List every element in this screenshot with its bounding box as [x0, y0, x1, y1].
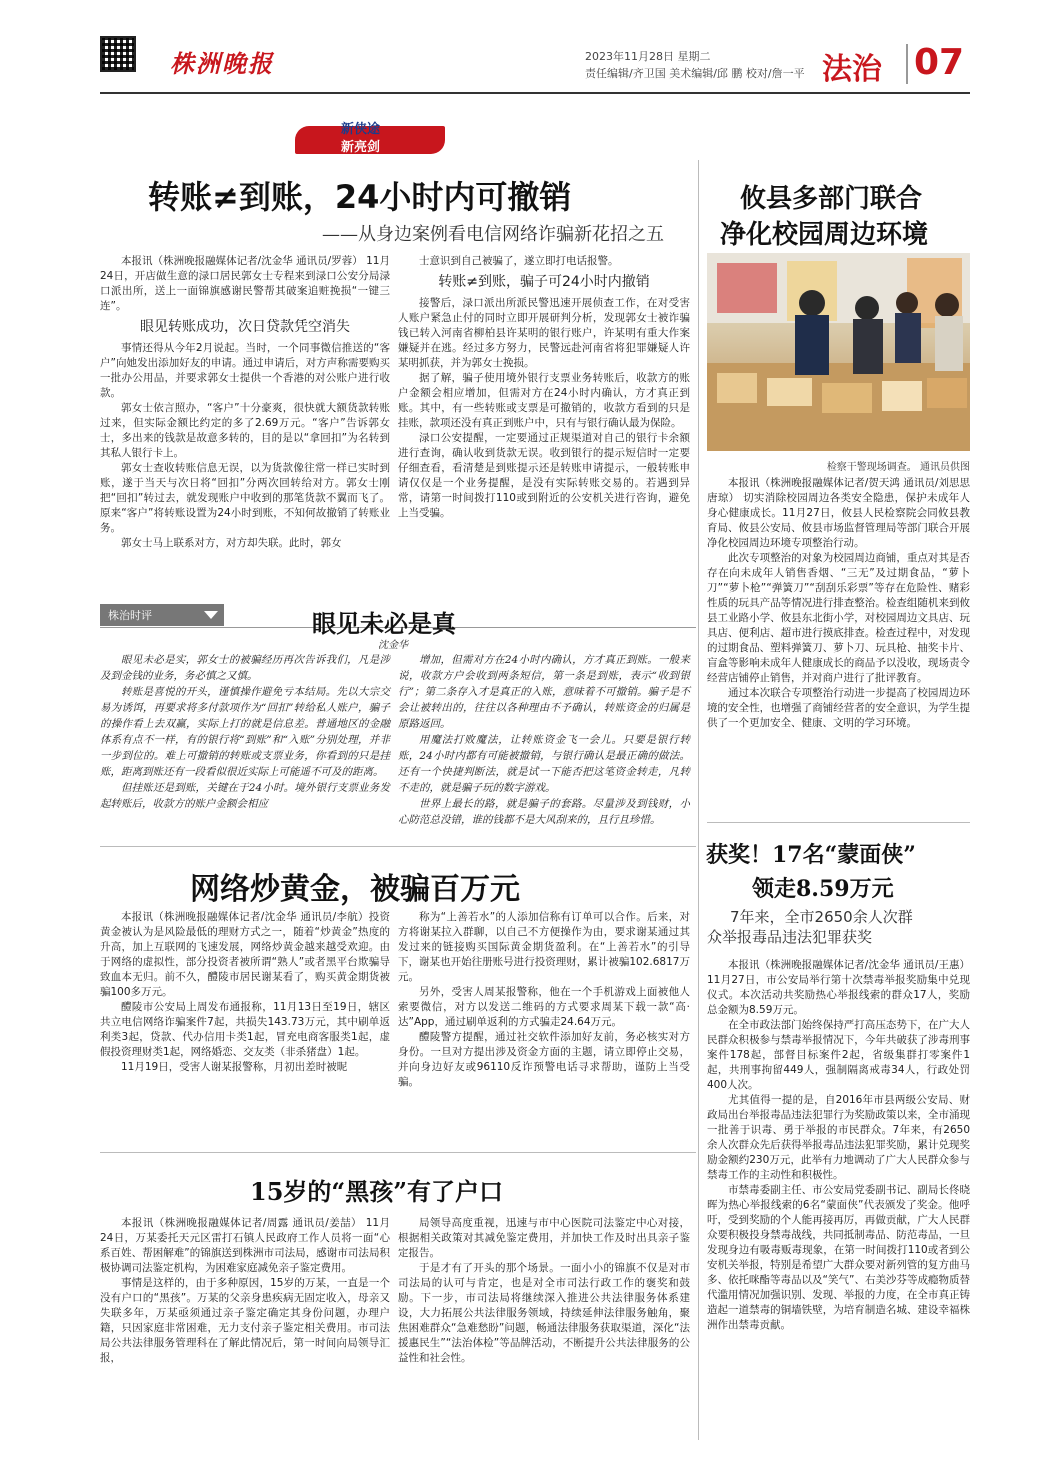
- sidebar2-body: [707, 958, 970, 1333]
- sidebar1-para: 此次专项整治的对象为校园周边商铺，重点对其是否存在向未成年人销售香烟、“三无”及过期食品，“萝卜刀”“萝卜枪”“弹簧刀”“刮刮乐彩票”等存在危险性、赌彩性质的玩具产品等情况进行排查整治。检查组随机来到攸县工业路小学、攸县东北街小学，对校园周边文具店、玩具店、便利店、超市进行摸底排查。检查过程中，对发现的过期食品、塑料弹簧刀、萝卜刀、玩具枪、抽奖卡片、盲盒等影响未成年人健康成长的商品予以没收，现场责令经营店铺停止销售，并对商户进行了批评教育。: [707, 552, 970, 684]
- inspection-photo: [707, 253, 970, 451]
- shop-photo-illustration: [707, 253, 970, 451]
- article3-para: 本报讯（株洲晚报融媒体记者/周露 通讯员/姜喆） 11月24日，万某委托天元区雷打石镇人民政府工作人员将一面“心系百姓、帮困解难”的锦旗送到株洲市司法局，感谢市司法局积极协调司法鉴定机构，为困难家庭减免亲子鉴定费用。: [100, 1217, 390, 1274]
- article2-para: 另外，受害人周某报警称，他在一个手机游戏上面被他人索要微信，对方以发送二维码的方式要求周某下载一款“高·达”App，通过刷单返利的方式骗走24.64万元。: [398, 986, 690, 1028]
- article1-para: 士意识到自己被骗了，遂立即打电话报警。: [419, 255, 619, 267]
- article2-para: 醴陵市公安局上周发布通报称，11月13日至19日，辖区共立电信网络诈骗案件7起，共损失143.73万元，其中刷单返利类3起，贷款、代办信用卡类1起，冒充电商客服类1起，虚假投资理财类1起，网络婚恋、交友类（非杀猪盘）1起。: [100, 1001, 390, 1058]
- article1-para: 接警后，渌口派出所派民警迅速开展侦查工作，在对受害人账户紧急止付的同时立即开展研判分析，发现郭女士被诈骗钱已转入河南省柳柏县许某明的银行账户，许某明有重大作案嫌疑并在逃。经过多方努力，民警远赴河南省将犯罪嫌疑人许某明抓获，并为郭女士挽损。: [398, 297, 690, 369]
- article2-para: 本报讯（株洲晚报融媒体记者/沈金华 通讯员/李航）投资黄金被认为是风险最低的理财方式之一，随着“炒黄金”热度的升高，加上互联网的飞速发展，网络炒黄金越来越受欢迎。由于网络的虚拟性，部分投资者被所谓“熟人”或者黑平台欺骗导致血本无归。前不久，醴陵市居民谢某看了，购买黄金期货被骗100多万元。: [100, 911, 390, 998]
- sidebar2-title-line2: 领走8.59万元: [752, 876, 894, 902]
- article2-title: 网络炒黄金，被骗百万元: [190, 872, 520, 907]
- article1-para: 郭女士查收转账信息无误，以为货款像往常一样已实时到账，遂于当天与次日将“回扣”分两次回转给对方。郭女士刚把“回扣”转过去，就发现账户中收到的那笔货款不翼而飞了。原来“客户”将转账设置为24小时到账，不知何故撤销了转账业务。: [100, 462, 390, 534]
- header-rule: [100, 92, 970, 94]
- article3-col1: [100, 1216, 390, 1366]
- masthead: [100, 30, 970, 90]
- commentary-para: 增加，但需对方在24小时内确认，方才真正到账。一般来说，收款方户会收到两条短信，第一条是到账，表示“收到银行”；第二条存入才是真正的入账，意味着不可撤销。骗子是不会让被转出的，往往以各种理由不予确认，转账资金的归属是原路返回。: [398, 654, 690, 730]
- article1-title: 转账≠到账，24小时内可撤销: [148, 178, 572, 216]
- article1-col1: [100, 254, 390, 551]
- commentary-author: 沈金华: [378, 640, 408, 651]
- sidebar2-subtitle-line1: 7年来，全市2650余人次群: [730, 908, 913, 926]
- sidebar2-subtitle-line2: 众举报毒品违法犯罪获奖: [707, 928, 873, 946]
- issue-meta: [585, 48, 805, 82]
- article1-col2: [398, 254, 690, 521]
- commentary-tag: [100, 604, 224, 626]
- section-rule: [100, 1152, 696, 1153]
- sidebar2-para: 在全市政法部门始终保持严打高压态势下，在广大人民群众积极参与禁毒举报情况下，今年共破获了涉毒刑事案件178起，部督目标案件2起，省级集群打零案件1起，共刑事拘留449人，强制隔离戒毒34人，行政处罚400人次。: [707, 1019, 970, 1091]
- article3-para: 局领导高度重视，迅速与市中心医院司法鉴定中心对接，根据相关政策对其减免鉴定费用，并加快工作及时出具亲子鉴定报告。: [398, 1217, 690, 1259]
- section-rule: [100, 846, 696, 847]
- column-divider: [698, 160, 699, 1440]
- commentary-para: 用魔法打败魔法，让转账资金飞一会儿。只要是银行转账，24小时内都有可能被撤销，与银行确认是最正确的做法。还有一个快捷判断法，就是试一下能否把这笔资金转走，凡转不走的，就是骗子玩的数字游戏。: [398, 734, 690, 794]
- badge-line1: 新侠途: [341, 122, 381, 137]
- sidebar-rule: [707, 822, 970, 823]
- article2-col1: [100, 910, 390, 1075]
- article1-subhead2: 转账≠到账，骗子可24小时内撤销: [438, 274, 650, 290]
- sidebar2-para: 尤其值得一提的是，自2016年市县两级公安局、财政局出台举报毒品违法犯罪行为奖励政策以来，全市涌现一批善于识毒、勇于举报的市民群众。7年来，有2650余人次群众先后获得举报毒品违法犯罪奖励，累计兑现奖励金额约230万元，此举有力地调动了广大人民群众参与禁毒工作的主动性和积极性。: [707, 1094, 970, 1181]
- sidebar1-para: 通过本次联合专项整治行动进一步提高了校园周边环境的安全性，也增强了商铺经营者的安全意识，为学生提供了一个更加安全、健康、文明的学习环境。: [707, 687, 970, 729]
- sidebar1-para: 本报讯（株洲晚报融媒体记者/贺天鸿 通讯员/刘思思 唐琼） 切实消除校园周边各类安全隐患，保护未成年人身心健康成长。11月27日，攸县人民检察院会同攸县教育局、攸县公安局、攸县市场监督管理局等部门联合开展净化校园周边环境专项整治行动。: [707, 477, 970, 549]
- section-divider: [906, 44, 908, 84]
- article1-subhead1: 眼见转账成功，次日贷款凭空消失: [140, 319, 350, 335]
- commentary-para: 但挂账还是到账，关键在于24小时。境外银行支票业务发起转账后，收款方的账户金额会相应: [100, 782, 390, 810]
- commentary-para: 眼见未必是实，郭女士的被骗经历再次告诉我们，凡是涉及到金钱的业务，务必慎之又慎。: [100, 654, 390, 682]
- article3-para: 事情是这样的，由于多种原因，15岁的万某，一直是一个没有户口的“黑孩”。万某的父亲身患疾病无固定收入，母亲又失联多年，万某亟须通过亲子鉴定确定其身份问题，办理户籍，只因家庭非常困难，无力支付亲子鉴定相关费用。市司法局公共法律服务管理科在了解此情况后，第一时间向局领导汇报，: [100, 1277, 390, 1364]
- badge-line2: 新亮剑: [341, 140, 381, 155]
- editor-credits: 责任编辑/齐卫国 美术编辑/邱 鹏 校对/詹一平: [585, 67, 805, 80]
- sidebar2-para: 本报讯（株洲晚报融媒体记者/沈金华 通讯员/王惠） 11月27日，市公安局举行第十次禁毒举报奖励集中兑现仪式。本次活动共奖励热心举报线索的群众17人，奖励总金额为8.59万元。: [707, 959, 970, 1016]
- chevron-down-icon: [204, 611, 218, 619]
- article3-col2: [398, 1216, 690, 1366]
- column-badge: [295, 118, 445, 156]
- commentary-para: 转账是喜悦的开头，谨慎操作避免亏本结局。先以大宗交易为诱饵，再要求将多付款项作为“回扣”转给私人账户，骗子的操作看上去双赢，实际上打的就是信息差。普通地区的金融体系有点不一样，有的银行将“到账”和“入账”分别处理，并非一步到位的。难上可撤销的转账或支票业务，你看到的只是挂账，距离到账还有一段看似很近实际上可能遥不可及的距离。: [100, 686, 390, 778]
- article2-para: 11月19日，受害人谢某报警称，月初出差时被昵: [121, 1061, 348, 1073]
- article2-para: 称为“上善若水”的人添加信称有订单可以合作。后来，对方将谢某拉入群聊，以自己不方便操作为由，要求谢某通过其发过来的链接购买国际黄金期货盈利。在“上善若水”的引导下，谢某也开始往册账号进行投资理财，累计被骗102.6817万元。: [398, 911, 690, 983]
- commentary-col2: [398, 652, 690, 828]
- qr-code-icon: [100, 36, 136, 72]
- photo-caption: 检察干警现场调查。 通讯员供图: [826, 462, 970, 473]
- page-number: 07: [914, 42, 965, 83]
- article1-para: 渌口公安提醒，一定要通过正规渠道对自己的银行卡余额进行查询，确认收到货款无误。收到银行的提示短信时一定要仔细查看，看清楚是到账提示还是转账申请提示，一般转账申请仅仅是一个业务提醒，是没有实际转账交易的。若遇到异常，请第一时间拨打110或到附近的公安机关进行咨询，避免上当受骗。: [398, 432, 690, 519]
- newspaper-logo: 株洲晚报: [170, 49, 274, 78]
- article1-para: 郭女士马上联系对方，对方却失联。此时，郭女: [121, 537, 342, 549]
- commentary-col1: [100, 652, 390, 812]
- article2-col2: [398, 910, 690, 1090]
- sidebar2-para: 市禁毒委副主任、市公安局党委副书记、副局长佟晓晖为热心举报线索的6名“蒙面侠”代表颁发了奖金。他呼吁，受到奖励的个人能再接再厉，再做贡献，广大人民群众要积极投身禁毒战线，共同抵制毒品、防范毒品，一旦发现身边有吸毒贩毒现象，在第一时间拨打110或者到公安机关举报，特别是希望广大群众要对新列管的复方曲马多、依托咪酯等毒品以及“笑气”、右美沙芬等成瘾物质替代滥用情况加强识别、发现、举报的力度，在全市真正铸造起一道禁毒的铜墙铁壁，为培育制造名城、建设幸福株洲作出禁毒贡献。: [707, 1184, 970, 1331]
- article1-para: 据了解，骗子使用境外银行支票业务转账后，收款方的账户金额会相应增加，但需对方在24小时内确认，方才真正到账。其中，有一些转账或支票是可撤销的，收款方看到的只是挂账，款项还没有真正到账户中，只有与银行确认最为保险。: [398, 372, 690, 429]
- article1-subtitle: ——从身边案例看电信网络诈骗新花招之五: [322, 224, 664, 245]
- commentary-para: 世界上最长的路，就是骗子的套路。尽量涉及到钱财，小心防范总没错，谁的钱都不是大风刮来的，且行且珍惜。: [398, 798, 690, 826]
- article1-para: 郭女士依言照办，“客户”十分豪爽，很快就大额货款转账过来，但实际金额比约定的多了2.69万元。“客户”告诉郭女士，多出来的钱款是故意多转的，目的是以“拿回扣”为名转到其私人银行卡上。: [100, 402, 390, 459]
- sidebar2-title-line1: 获奖！17名“蒙面侠”: [706, 842, 916, 868]
- sidebar1-title-line2: 净化校园周边环境: [720, 220, 929, 250]
- article1-para: 事情还得从今年2月说起。当时，一个同事微信推送的“客户”向她发出添加好友的申请。通过申请后，对方声称需要购买一批办公用品，并要求郭女士提供一个香港的对公账户进行收款。: [100, 342, 390, 399]
- section-name: 法治: [822, 52, 882, 87]
- article3-title: 15岁的“黑孩”有了户口: [250, 1177, 504, 1206]
- article3-para: 于是才有了开头的那个场景。一面小小的锦旗不仅是对市司法局的认可与肯定，也是对全市司法行政工作的褒奖和鼓励。下一步，市司法局将继续深入推进公共法律服务体系建设，大力拓展公共法律服务领域，持续延伸法律服务触角，聚焦困难群众“急难愁盼”问题，畅通法律服务获取渠道，深化“法援惠民生”“法治体检”等品牌活动，不断提升公共法律服务的公益性和社会性。: [398, 1262, 690, 1364]
- sidebar1-title-line1: 攸县多部门联合: [740, 184, 923, 214]
- commentary-title: 眼见未必是真: [312, 609, 456, 638]
- article1-para: 本报讯（株洲晚报融媒体记者/沈金华 通讯员/罗蓉） 11月24日，开店做生意的渌口居民郭女士专程来到渌口公安分局渌口派出所，送上一面锦旗感谢民警帮其破案追赃挽损“一键三连”。: [100, 255, 390, 312]
- article2-para: 醴陵警方提醒，通过社交软件添加好友前，务必核实对方身份。一旦对方提出涉及资金方面的主题，请立即停止交易，并向身边好友或96110反诈预警电话寻求帮助，谨防上当受骗。: [398, 1031, 690, 1088]
- sidebar1-body: [707, 476, 970, 731]
- commentary-tag-label: 株治时评: [108, 609, 152, 622]
- issue-date: 2023年11月28日 星期二: [585, 50, 711, 63]
